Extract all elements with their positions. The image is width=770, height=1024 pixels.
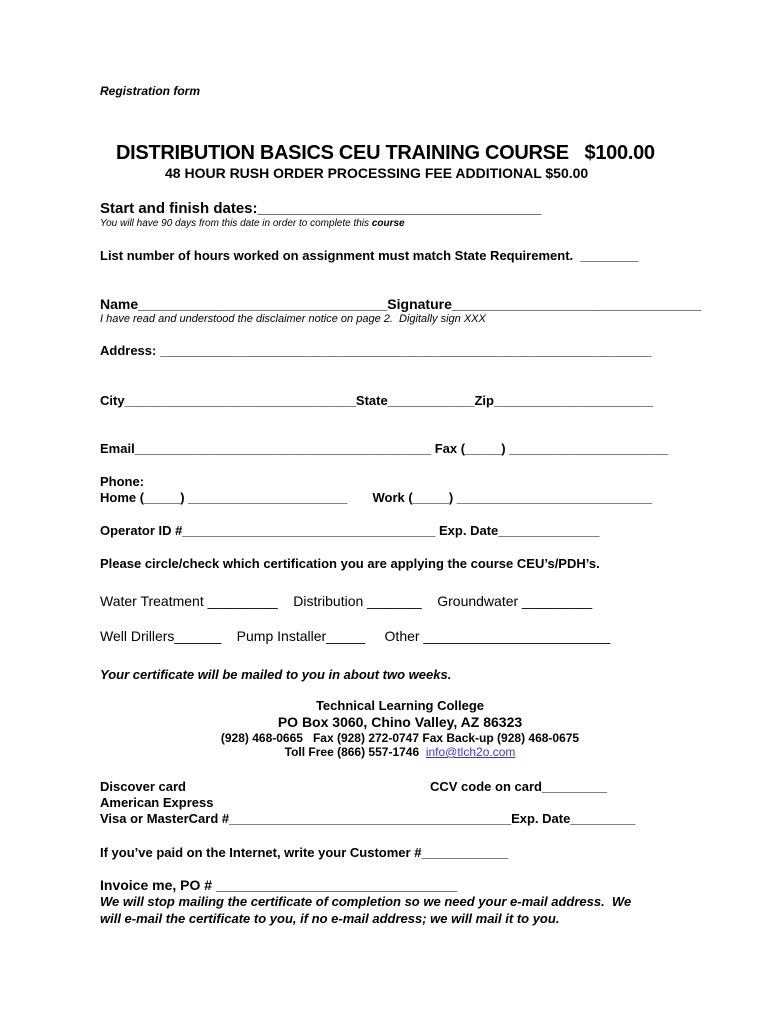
college-address: PO Box 3060, Chino Valley, AZ 86323: [277, 714, 523, 730]
phone-field[interactable]: Home (_____) ______________________ Work (_____) ___________________________: [100, 490, 652, 505]
amex-label: American Express: [100, 795, 214, 810]
college-phones: (928) 468-0665 Fax (928) 272-0747 Fax Back-up (928) 468-0675: [220, 731, 580, 745]
address-field[interactable]: Address: ____________________________________________________________________: [100, 343, 652, 358]
hours-field[interactable]: List number of hours worked on assignment must match State Requirement. ________: [100, 248, 639, 263]
discover-card-label: Discover card: [100, 779, 186, 794]
tollfree-number: Toll Free (866) 557-1746: [284, 745, 426, 759]
dates-note: [100, 219, 405, 229]
email-notice-line-2: will e-mail the certificate to you, if no e-mail address; we will mail it to you.: [100, 911, 560, 926]
email-notice-line-1: We will stop mailing the certificate of completion so we need your e-mail address. We: [100, 894, 632, 909]
city-state-zip-field[interactable]: City________________________________State____________Zip______________________: [100, 393, 654, 408]
email-fax-field[interactable]: Email_________________________________________ Fax (_____) ______________________: [100, 441, 669, 456]
college-email-link[interactable]: info@tlch2o.com: [425, 745, 516, 759]
customer-number-field[interactable]: If you’ve paid on the Internet, write your Customer #____________: [100, 845, 509, 860]
form-label: Registration form: [100, 84, 201, 98]
disclaimer-note: I have read and understood the disclaimer notice on page 2. Digitally sign XXX: [100, 313, 486, 325]
invoice-po-field[interactable]: Invoice me, PO # _______________________________: [100, 877, 458, 893]
dates-field[interactable]: Start and finish dates:__________________________________: [100, 200, 542, 217]
ccv-field[interactable]: CCV code on card_________: [430, 779, 608, 794]
certification-prompt: Please circle/check which certification you are applying the course CEU’s/PDH’s.: [100, 556, 600, 571]
college-name: Technical Learning College: [315, 698, 485, 713]
operator-id-field[interactable]: Operator ID #___________________________________ Exp. Date______________: [100, 523, 600, 538]
certification-row-1[interactable]: Water Treatment _________ Distribution _______ Groundwater _________: [100, 593, 593, 609]
page-title: DISTRIBUTION BASICS CEU TRAINING COURSE $100.00: [116, 142, 655, 164]
dates-note-text: You will have 90 days from this date in order to complete this: [100, 218, 372, 229]
page-subtitle: 48 HOUR RUSH ORDER PROCESSING FEE ADDITIONAL $50.00: [165, 165, 589, 181]
phone-label: Phone:: [100, 474, 145, 489]
certification-row-2[interactable]: Well Drillers______ Pump Installer_____ Other ________________________: [100, 628, 611, 644]
card-number-field[interactable]: Visa or MasterCard #_______________________________________Exp. Date_________: [100, 811, 636, 826]
dates-note-bold: course: [371, 218, 405, 229]
name-signature-field[interactable]: Name________________________________Signature________________________________: [100, 296, 702, 312]
college-tollfree: [0, 746, 770, 758]
mail-notice: Your certificate will be mailed to you in about two weeks.: [100, 667, 452, 682]
